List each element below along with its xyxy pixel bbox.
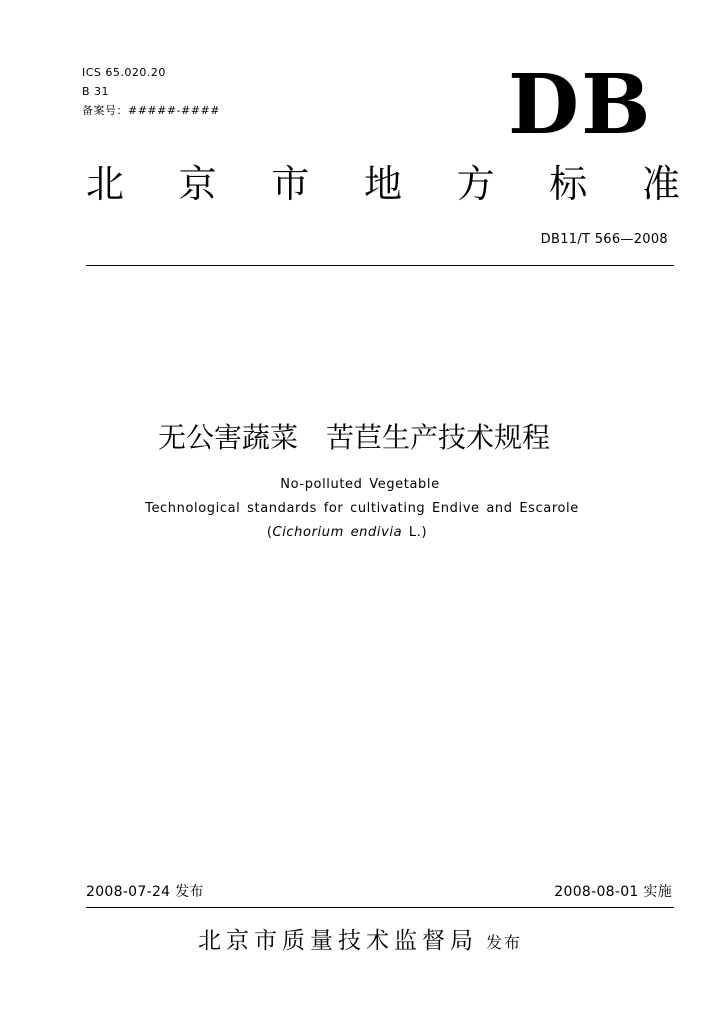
paren-open: ( — [266, 525, 273, 540]
issue-date: 2008-07-24 发布 — [86, 884, 204, 900]
document-title-english-line1: No-polluted Vegetable — [280, 477, 440, 492]
issuer-suffix: 发布 — [486, 933, 523, 952]
latin-species-name: Cichorium endivia — [272, 525, 403, 540]
standard-type-char: 京 — [178, 162, 217, 206]
document-title-english-line3 — [0, 524, 724, 542]
issuer-name: 北京市质量技术监督局 — [198, 928, 478, 954]
standard-type-char: 北 — [86, 162, 125, 206]
ics-code: ICS 65.020.20 — [82, 66, 166, 79]
standard-type-title — [86, 162, 680, 206]
top-divider — [86, 265, 674, 266]
implementation-date: 2008-08-01 实施 — [554, 884, 672, 900]
issuer — [198, 926, 522, 958]
standard-type-char: 准 — [641, 162, 680, 206]
document-title-english-line2: Technological standards for cultivating Endive and Escarole — [145, 501, 579, 516]
document-title-chinese: 无公害蔬菜 苦苣生产技术规程 — [157, 421, 550, 454]
standard-type-char: 市 — [271, 162, 310, 206]
standard-number: DB11/T 566—2008 — [540, 232, 668, 247]
record-number: 备案号：#####-#### — [82, 104, 220, 117]
paren-close: L.) — [402, 525, 428, 540]
classification-code: B 31 — [82, 85, 110, 98]
db-logo: DB — [508, 57, 653, 153]
standard-type-char: 方 — [456, 162, 495, 206]
bottom-divider — [86, 907, 674, 908]
standard-type-char: 标 — [549, 162, 588, 206]
standard-type-char: 地 — [363, 162, 402, 206]
